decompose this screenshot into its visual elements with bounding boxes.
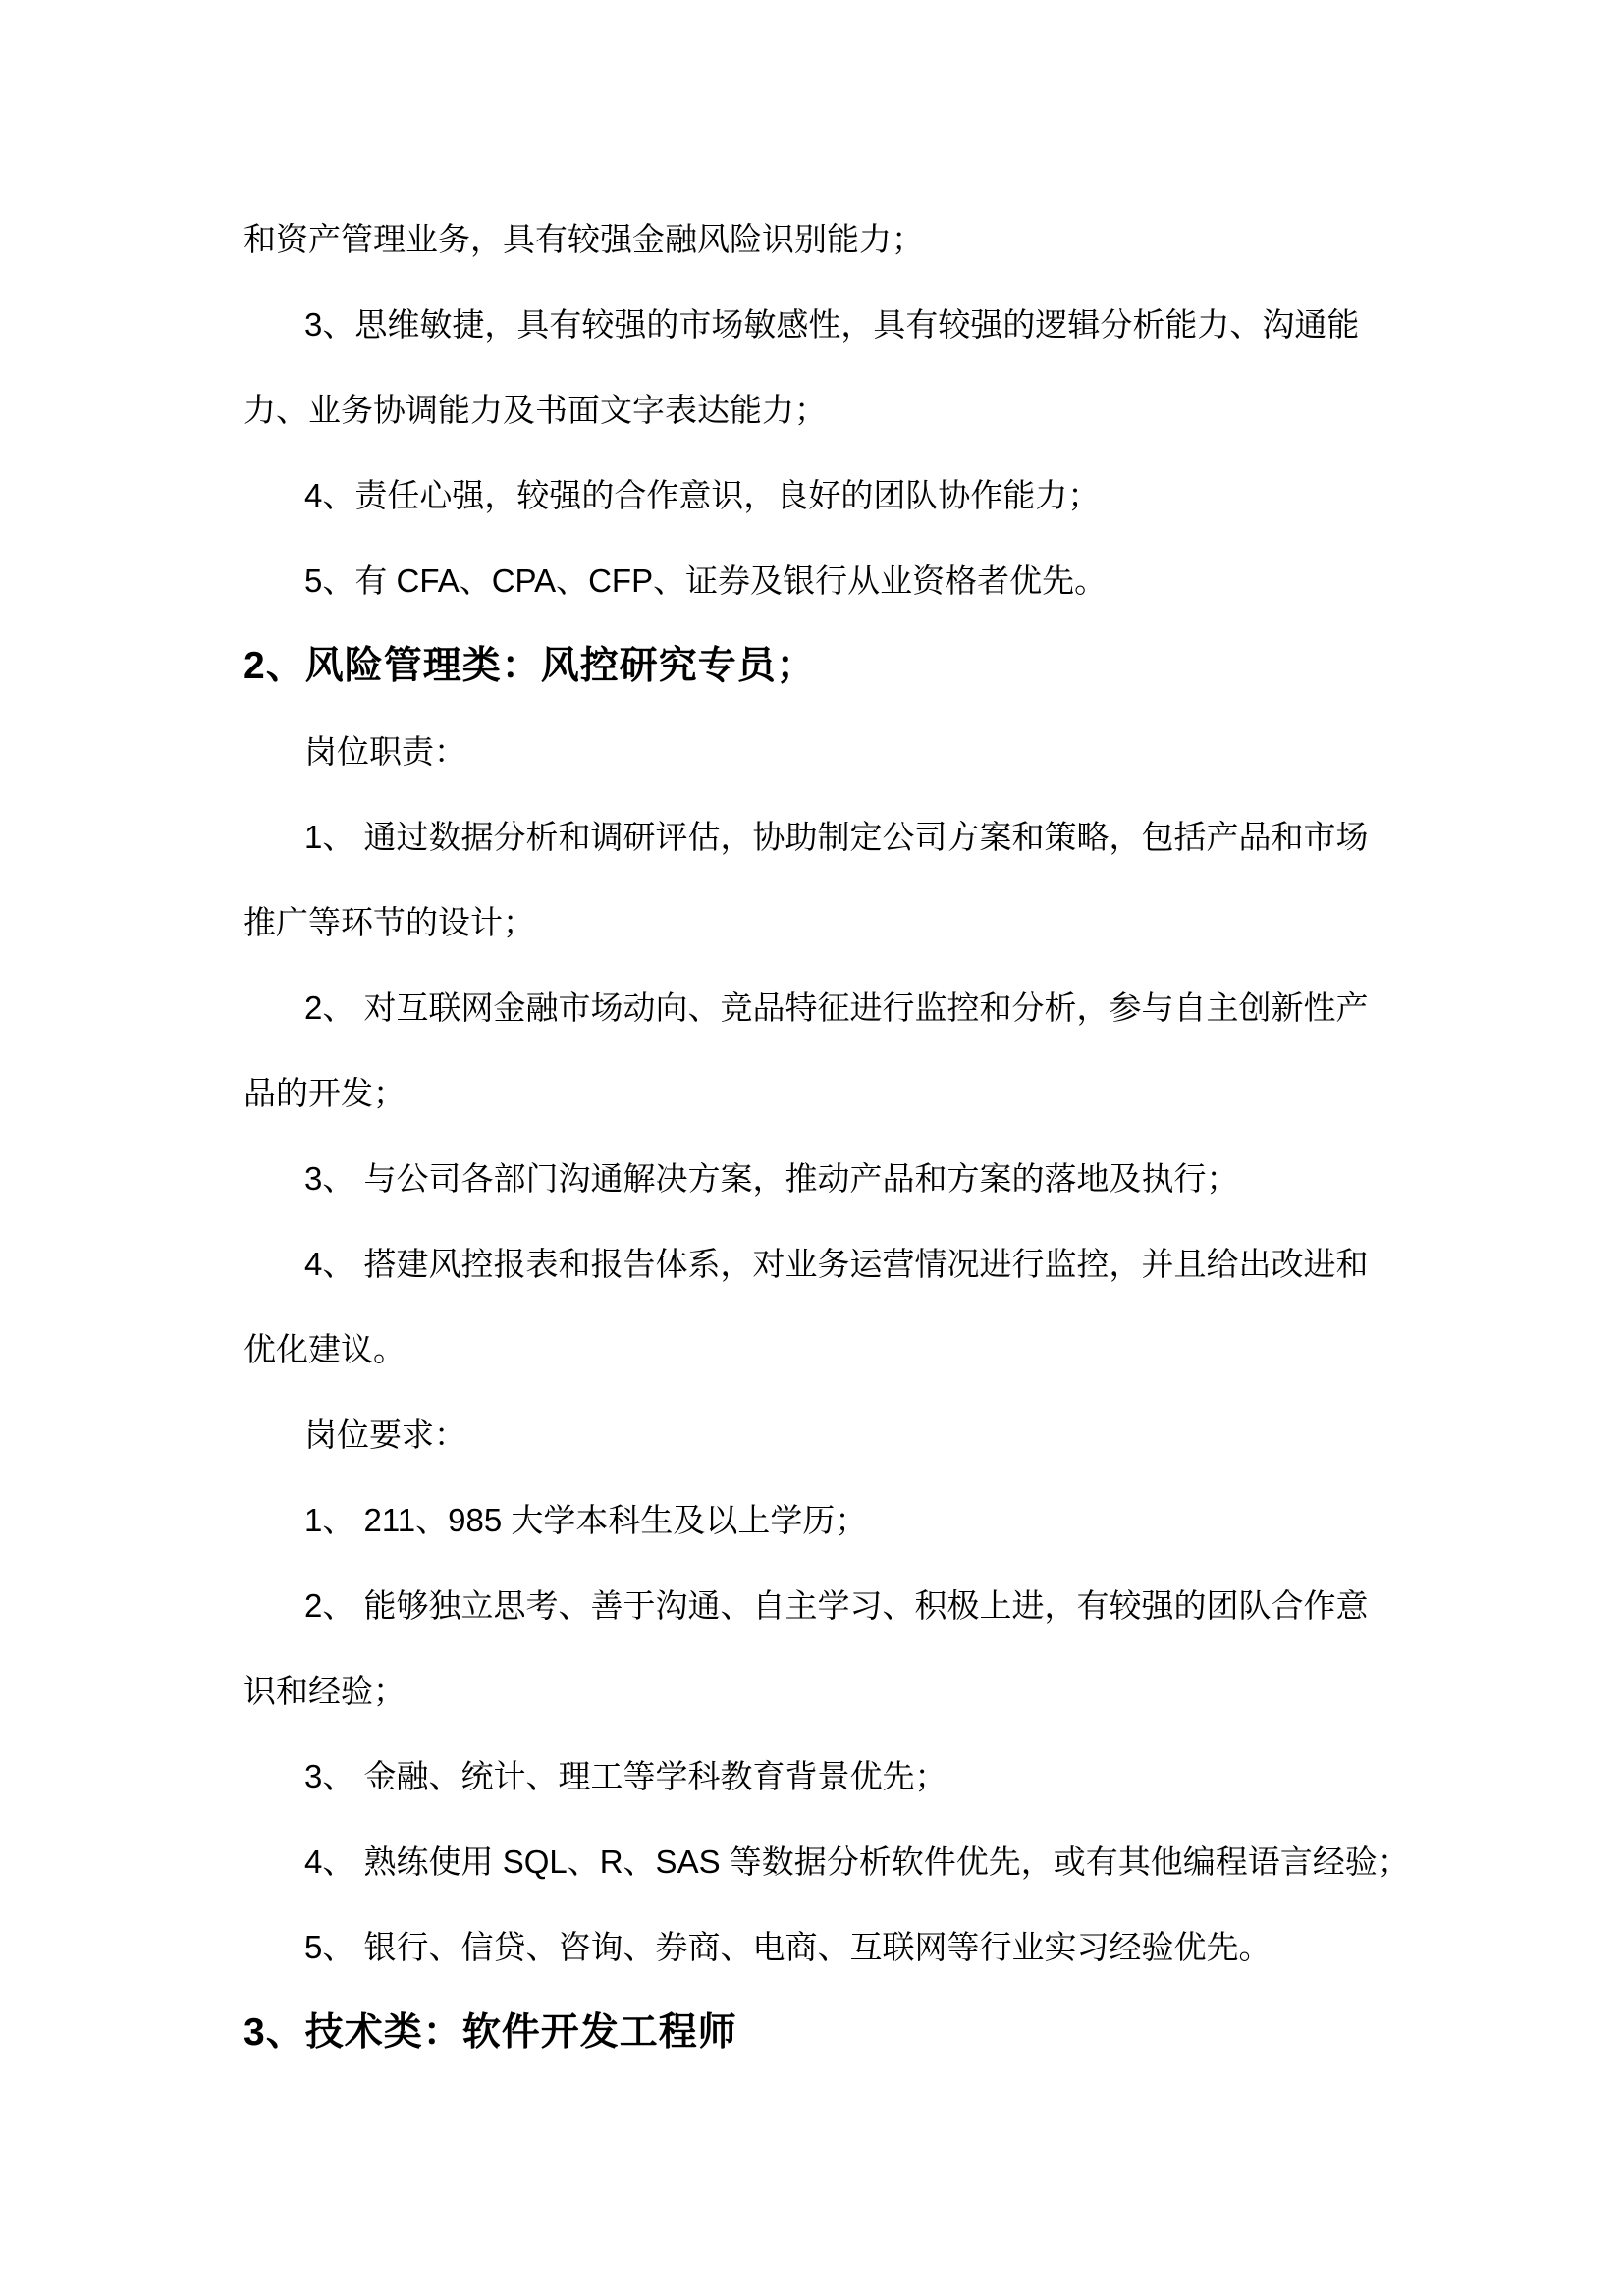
text-line: 岗位职责： — [304, 733, 466, 770]
text-line: 5、 银行、信贷、咨询、券商、电商、互联网等行业实习经验优先。 — [304, 1929, 1272, 1965]
text-line: 4、责任心强，较强的合作意识，良好的团队协作能力； — [304, 477, 1101, 513]
text-line: 4、 搭建风控报表和报告体系，对业务运营情况进行监控，并且给出改进和 — [304, 1246, 1369, 1282]
text-line: 3、 与公司各部门沟通解决方案，推动产品和方案的落地及执行； — [304, 1160, 1239, 1197]
text-line: 5、有 CFA、CPA、CFP、证券及银行从业资格者优先。 — [304, 562, 1108, 599]
text-line: 2、 对互联网金融市场动向、竞品特征进行监控和分析，参与自主创新性产 — [304, 989, 1369, 1026]
text-line: 4、 熟练使用 SQL、R、SAS 等数据分析软件优先，或有其他编程语言经验； — [304, 1843, 1410, 1880]
text-line: 品的开发； — [244, 1075, 406, 1111]
section-heading: 2、风险管理类：风控研究专员； — [244, 645, 816, 687]
text-line: 和资产管理业务，具有较强金融风险识别能力； — [244, 221, 924, 257]
text-line: 2、 能够独立思考、善于沟通、自主学习、积极上进，有较强的团队合作意 — [304, 1587, 1369, 1624]
text-line: 推广等环节的设计； — [244, 904, 535, 940]
text-line: 3、 金融、统计、理工等学科教育背景优先； — [304, 1758, 947, 1794]
section-heading: 3、技术类：软件开发工程师 — [244, 2011, 737, 2054]
text-line: 优化建议。 — [244, 1331, 406, 1367]
text-line: 力、业务协调能力及书面文字表达能力； — [244, 392, 827, 428]
text-line: 1、 211、985 大学本科生及以上学历； — [304, 1502, 868, 1538]
text-line: 3、思维敏捷，具有较强的市场敏感性，具有较强的逻辑分析能力、沟通能 — [304, 306, 1360, 343]
text-line: 岗位要求： — [304, 1416, 466, 1453]
text-line: 识和经验； — [244, 1673, 406, 1709]
text-line: 1、 通过数据分析和调研评估，协助制定公司方案和策略，包括产品和市场 — [304, 819, 1369, 855]
document-text-flow — [244, 196, 1481, 2075]
